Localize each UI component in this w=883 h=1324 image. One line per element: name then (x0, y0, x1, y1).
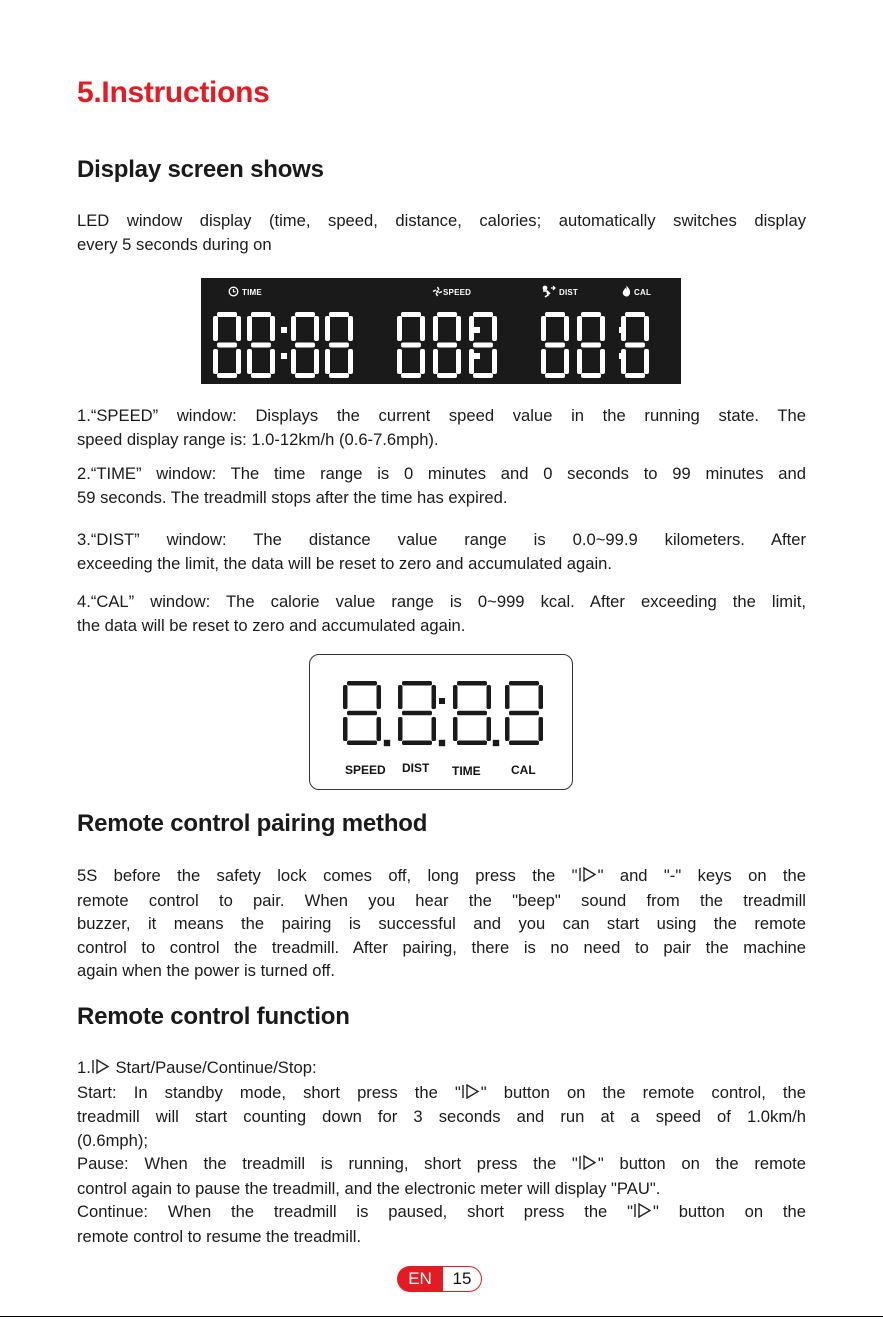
digit-segment (456, 316, 461, 341)
pairing-line: buzzer, it means the pairing is successful and you can start using the remote (77, 914, 806, 933)
digit-segment (347, 681, 377, 686)
display-item-3 (77, 528, 806, 575)
digit-segment (402, 741, 432, 746)
display-intro-line: LED window display (time, speed, distance, calories; automatically switches display (77, 211, 806, 230)
digit-segment (213, 349, 218, 374)
digit-segment (469, 349, 474, 374)
digit-segment (577, 349, 582, 374)
digit-segment (325, 316, 330, 341)
digit-segment (539, 685, 544, 709)
text-part: Start: In standby mode, short press the " (77, 1082, 461, 1102)
digit-dot (384, 740, 390, 746)
digit-dot (493, 740, 499, 746)
digit-segment (325, 349, 330, 374)
digit-segment (217, 312, 237, 317)
digit-segment (473, 312, 493, 317)
digit-segment (509, 711, 539, 716)
digit-segment (457, 741, 487, 746)
digit-segment (295, 312, 315, 317)
digit-segment (457, 681, 487, 686)
digit-dot (281, 353, 287, 359)
digit-segment (600, 349, 605, 374)
digit-segment (564, 316, 569, 341)
digit-segment (347, 711, 377, 716)
continue-line (77, 1200, 806, 1225)
continue-line: remote control to resume the treadmill. (77, 1226, 362, 1246)
digit-segment (314, 316, 319, 341)
digit-segment (295, 373, 315, 378)
led-label-cal: CAL (634, 288, 652, 297)
pairing-line (77, 864, 806, 889)
item-line: 3.“DIST” window: The distance value range is 0.0~99.9 kilometers. After (77, 530, 806, 549)
digit-segment (247, 349, 252, 374)
digit-segment (213, 316, 218, 341)
digit-segment (492, 349, 497, 374)
play-pause-icon (578, 1153, 598, 1177)
pairing-line: remote control to pair. When you hear the "beep" sound from the treadmill (77, 890, 806, 910)
digit-segment (541, 316, 546, 341)
digit-segment (437, 343, 457, 348)
lcd-label-cal: CAL (511, 763, 536, 777)
digit-segment (437, 312, 457, 317)
led-display-panel (201, 278, 681, 384)
digit-segment (401, 373, 421, 378)
text-part: " and "-" keys on the (597, 866, 806, 885)
section-title: 5.Instructions (77, 76, 270, 109)
text-part: " button on the remote control, the (480, 1082, 806, 1102)
text-part: Start/Pause/Continue/Stop: (110, 1058, 317, 1077)
play-pause-icon (91, 1057, 111, 1081)
digit-segment (509, 681, 539, 686)
digit-segment (509, 741, 539, 746)
digit-segment (348, 349, 353, 374)
item-line: 1.“SPEED” window: Displays the current speed value in the running state. The (77, 406, 806, 425)
digit-segment (473, 373, 493, 378)
digit-segment (247, 316, 252, 341)
pairing-heading: Remote control pairing method (77, 810, 428, 837)
digit-segment (377, 717, 382, 741)
item-line: 59 seconds. The treadmill stops after the time has expired. (77, 487, 508, 507)
bottom-rule (0, 1316, 883, 1317)
play-pause-icon (461, 1082, 481, 1106)
function-item-title (77, 1056, 806, 1081)
digit-dot (439, 740, 445, 746)
display-item-4 (77, 590, 806, 637)
lcd-label-dist: DIST (402, 761, 430, 775)
digit-segment (487, 717, 492, 741)
item-line: exceeding the limit, the data will be reset to zero and accumulated again. (77, 553, 613, 573)
digit-dot (619, 327, 625, 333)
lcd-display-panel (309, 654, 573, 790)
digit-segment (251, 343, 271, 348)
digit-segment (420, 316, 425, 341)
digit-segment (581, 373, 601, 378)
text-part: Pause: When the treadmill is running, short press the " (77, 1154, 578, 1173)
digit-segment (348, 316, 353, 341)
item-line: the data will be reset to zero and accumulated again. (77, 615, 466, 635)
digit-segment (545, 343, 565, 348)
digit-segment (539, 717, 544, 741)
start-line: (0.6mph); (77, 1130, 149, 1150)
led-label-speed: SPEED (443, 288, 472, 297)
digit-segment (453, 685, 458, 709)
text-part: " button on the remote (597, 1154, 806, 1173)
digit-segment (236, 316, 241, 341)
language-tag: EN (397, 1266, 443, 1292)
digit-dot (474, 327, 480, 333)
digit-segment (251, 312, 271, 317)
function-text (77, 1056, 806, 1248)
digit-segment (291, 316, 296, 341)
digit-segment (577, 316, 582, 341)
digit-segment (329, 373, 349, 378)
display-intro-line: every 5 seconds during on (77, 234, 272, 254)
digit-segment (625, 343, 645, 348)
digit-segment (402, 681, 432, 686)
display-heading: Display screen shows (77, 156, 324, 183)
digit-segment (398, 685, 403, 709)
digit-segment (217, 343, 237, 348)
play-pause-icon (633, 1201, 653, 1225)
digit-segment (564, 349, 569, 374)
digit-segment (270, 316, 275, 341)
digit-segment (456, 349, 461, 374)
text-part: 1. (77, 1058, 91, 1077)
digit-segment (433, 316, 438, 341)
pairing-text (77, 864, 806, 983)
digit-segment (401, 312, 421, 317)
digit-dot (474, 353, 480, 359)
digit-dot (281, 327, 287, 333)
digit-segment (398, 717, 403, 741)
text-part: 5S before the safety lock comes off, long press the " (77, 866, 578, 885)
digit-segment (545, 312, 565, 317)
digit-segment (469, 316, 474, 341)
digit-segment (437, 373, 457, 378)
text-part: " button on the (652, 1202, 806, 1221)
digit-segment (432, 717, 437, 741)
digit-segment (545, 373, 565, 378)
item-line: speed display range is: 1.0-12km/h (0.6-7.6mph). (77, 429, 439, 449)
item-line: 4.“CAL” window: The calorie value range is 0~999 kcal. After exceeding the limit, (77, 592, 806, 611)
digit-segment (343, 717, 348, 741)
digit-segment (492, 316, 497, 341)
digit-segment (397, 316, 402, 341)
function-heading: Remote control function (77, 1003, 350, 1030)
display-item-1 (77, 404, 806, 451)
start-line (77, 1081, 806, 1106)
pause-line: control again to pause the treadmill, and the electronic meter will display "PAU". (77, 1178, 661, 1198)
digit-segment (505, 717, 510, 741)
digit-segment (291, 349, 296, 374)
digit-segment (433, 349, 438, 374)
digit-segment (347, 741, 377, 746)
item-line: 2.“TIME” window: The time range is 0 minutes and 0 seconds to 99 minutes and (77, 464, 806, 483)
digit-segment (457, 711, 487, 716)
digit-segment (453, 717, 458, 741)
digit-segment (420, 349, 425, 374)
digit-segment (473, 343, 493, 348)
digit-segment (581, 343, 601, 348)
digit-segment (644, 316, 649, 341)
digit-segment (329, 343, 349, 348)
page-number: 15 (443, 1266, 482, 1292)
digit-segment (401, 343, 421, 348)
pairing-line: again when the power is turned off. (77, 961, 335, 980)
display-item-2 (77, 462, 806, 509)
digit-segment (487, 685, 492, 709)
digit-segment (217, 373, 237, 378)
digit-dot (439, 698, 445, 704)
digit-segment (625, 312, 645, 317)
display-intro (77, 209, 806, 256)
digit-segment (329, 312, 349, 317)
start-line: treadmill will start counting down for 3 seconds and run at a speed of 1.0km/h (77, 1107, 806, 1126)
digit-segment (505, 685, 510, 709)
text-part: Continue: When the treadmill is paused, short press the " (77, 1202, 633, 1221)
pause-line (77, 1152, 806, 1177)
digit-segment (295, 343, 315, 348)
digit-segment (621, 349, 626, 374)
digit-dot (619, 353, 625, 359)
digit-segment (343, 685, 348, 709)
digit-segment (644, 349, 649, 374)
digit-segment (581, 312, 601, 317)
digit-segment (270, 349, 275, 374)
digit-segment (236, 349, 241, 374)
digit-segment (314, 349, 319, 374)
led-label-dist: DIST (559, 288, 579, 297)
digit-segment (402, 711, 432, 716)
digit-segment (541, 349, 546, 374)
lcd-label-time: TIME (452, 764, 481, 778)
play-pause-icon (578, 865, 598, 889)
digit-segment (625, 373, 645, 378)
lcd-label-speed: SPEED (345, 763, 386, 777)
digit-segment (432, 685, 437, 709)
led-label-time: TIME (242, 288, 262, 297)
pairing-line: control to control the treadmill. After pairing, there is no need to pair the machine (77, 937, 806, 957)
digit-segment (397, 349, 402, 374)
digit-segment (377, 685, 382, 709)
digit-segment (251, 373, 271, 378)
digit-segment (600, 316, 605, 341)
